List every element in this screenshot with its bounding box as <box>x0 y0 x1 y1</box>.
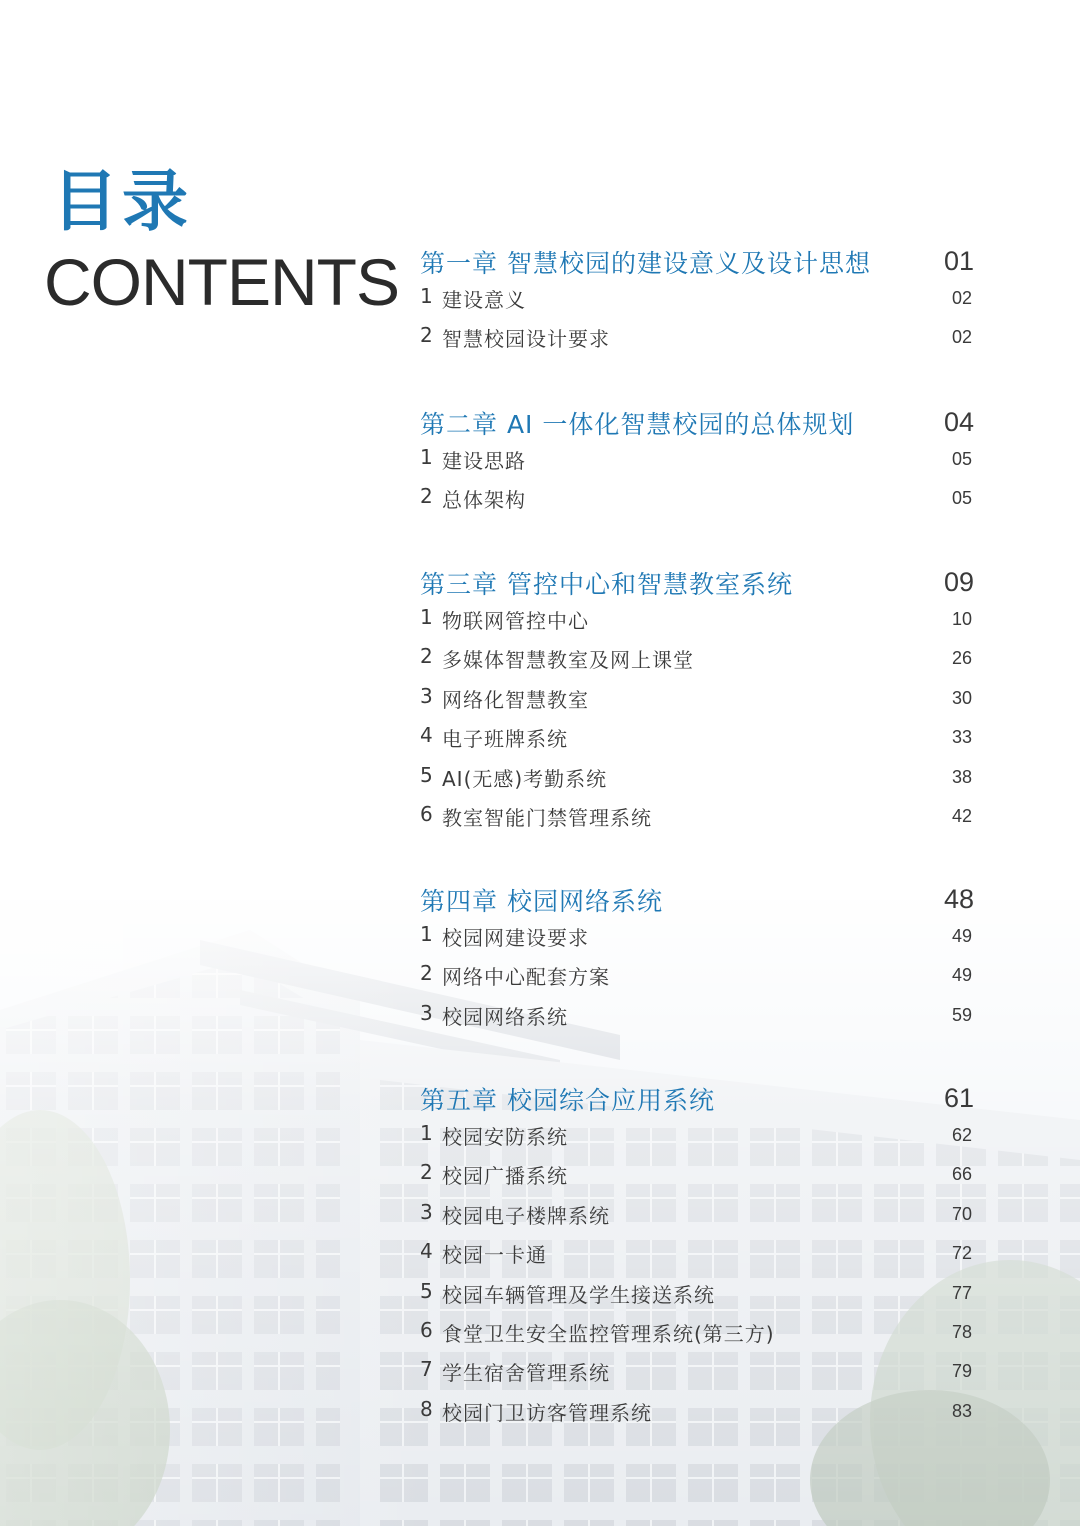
toc-item[interactable] <box>420 605 980 644</box>
item-page-number: 30 <box>951 687 972 708</box>
item-page-number: 05 <box>951 488 972 509</box>
chapter-title: 第一章 智慧校园的建设意义及设计思想 <box>420 249 871 278</box>
toc-item[interactable] <box>420 323 980 362</box>
item-title: 食堂卫生安全监控管理系统(第三方) <box>442 1321 775 1346</box>
item-page-number: 77 <box>951 1282 972 1303</box>
item-title: 校园网络系统 <box>442 1004 568 1029</box>
item-page-number: 83 <box>951 1400 972 1421</box>
item-page-number: 59 <box>951 1004 972 1025</box>
item-number: 3 <box>420 683 433 708</box>
item-page-number: 78 <box>951 1321 972 1342</box>
item-page-number: 66 <box>951 1164 972 1185</box>
toc-item[interactable] <box>420 1397 980 1436</box>
item-title: 总体架构 <box>442 488 526 513</box>
chapter-page-number: 61 <box>943 1083 974 1113</box>
item-title: 校园广播系统 <box>442 1164 568 1189</box>
item-number: 2 <box>420 323 433 348</box>
item-title: 电子班牌系统 <box>442 727 568 752</box>
item-number: 6 <box>420 1317 433 1342</box>
item-title: 学生宿舍管理系统 <box>442 1361 610 1386</box>
item-title: 校园车辆管理及学生接送系统 <box>442 1282 715 1307</box>
toc-item[interactable] <box>420 1001 980 1040</box>
item-page-number: 62 <box>951 1125 972 1145</box>
item-page-number: 02 <box>951 327 972 348</box>
item-title: 校园安防系统 <box>442 1125 568 1149</box>
item-title: 网络化智慧教室 <box>442 687 589 712</box>
item-number: 4 <box>420 1239 433 1264</box>
chapter-heading[interactable] <box>420 244 980 284</box>
item-page-number: 42 <box>951 805 972 826</box>
chapter-2 <box>420 405 980 524</box>
chapter-heading[interactable] <box>420 405 980 445</box>
chapter-page-number: 48 <box>943 884 974 914</box>
toc-item[interactable] <box>420 1239 980 1278</box>
item-number: 7 <box>420 1357 433 1382</box>
item-number: 5 <box>420 762 433 787</box>
toc-item[interactable] <box>420 802 980 841</box>
item-page-number: 26 <box>951 648 972 669</box>
toc-item[interactable] <box>420 484 980 523</box>
item-title: 校园网建设要求 <box>442 926 589 950</box>
chapter-5 <box>420 1081 980 1436</box>
item-number: 2 <box>420 961 433 986</box>
toc-item[interactable] <box>420 1160 980 1199</box>
item-title: 教室智能门禁管理系统 <box>442 805 652 830</box>
item-number: 1 <box>420 284 433 308</box>
chapter-heading[interactable] <box>420 882 980 922</box>
toc-item[interactable] <box>420 961 980 1000</box>
chapter-title: 第二章 AI 一体化智慧校园的总体规划 <box>420 410 855 439</box>
item-title: 网络中心配套方案 <box>442 965 610 990</box>
item-title: 物联网管控中心 <box>442 609 589 633</box>
toc-item[interactable] <box>420 1318 980 1357</box>
item-number: 1 <box>420 922 433 946</box>
chapter-title: 第四章 校园网络系统 <box>420 887 663 916</box>
item-number: 2 <box>420 1160 433 1185</box>
title-chinese: 目录 <box>52 163 192 240</box>
item-page-number: 05 <box>951 449 972 469</box>
chapter-page-number: 01 <box>943 246 974 276</box>
chapter-title: 第五章 校园综合应用系统 <box>420 1086 715 1115</box>
item-number: 1 <box>420 1121 433 1145</box>
item-number: 2 <box>420 644 433 669</box>
item-title: 建设思路 <box>442 449 526 473</box>
title-english: CONTENTS <box>44 245 399 319</box>
item-title: 校园一卡通 <box>442 1243 547 1268</box>
item-title: AI(无感)考勤系统 <box>442 766 608 791</box>
item-page-number: 72 <box>951 1243 972 1264</box>
item-page-number: 79 <box>951 1361 972 1382</box>
item-title: 校园电子楼牌系统 <box>442 1203 610 1228</box>
item-number: 8 <box>420 1396 433 1421</box>
toc-item[interactable] <box>420 1121 980 1160</box>
chapter-1 <box>420 244 980 363</box>
chapter-page-number: 04 <box>943 407 974 437</box>
item-number: 6 <box>420 801 433 826</box>
toc-item[interactable] <box>420 284 980 323</box>
item-number: 4 <box>420 723 433 748</box>
chapter-4 <box>420 882 980 1040</box>
toc-item[interactable] <box>420 1279 980 1318</box>
chapter-3 <box>420 565 980 841</box>
item-title: 多媒体智慧教室及网上课堂 <box>442 648 694 673</box>
chapter-page-number: 09 <box>943 567 974 597</box>
item-page-number: 70 <box>951 1203 972 1224</box>
item-number: 2 <box>420 484 433 509</box>
item-title: 建设意义 <box>442 288 526 312</box>
toc-item[interactable] <box>420 445 980 484</box>
item-title: 智慧校园设计要求 <box>442 327 610 352</box>
toc-item[interactable] <box>420 1200 980 1239</box>
item-page-number: 38 <box>951 766 972 787</box>
item-number: 3 <box>420 1000 433 1025</box>
item-page-number: 02 <box>951 288 972 308</box>
item-number: 1 <box>420 605 433 629</box>
chapter-heading[interactable] <box>420 565 980 605</box>
item-page-number: 10 <box>951 609 972 629</box>
item-page-number: 49 <box>951 926 972 946</box>
item-number: 1 <box>420 445 433 469</box>
toc-item[interactable] <box>420 1357 980 1396</box>
toc-item[interactable] <box>420 763 980 802</box>
item-number: 3 <box>420 1199 433 1224</box>
item-title: 校园门卫访客管理系统 <box>442 1400 652 1425</box>
toc-item[interactable] <box>420 684 980 723</box>
item-number: 5 <box>420 1278 433 1303</box>
toc-item[interactable] <box>420 922 980 961</box>
item-page-number: 33 <box>951 727 972 748</box>
chapter-title: 第三章 管控中心和智慧教室系统 <box>420 570 793 599</box>
toc-item[interactable] <box>420 723 980 762</box>
chapter-heading[interactable] <box>420 1081 980 1121</box>
item-page-number: 49 <box>951 965 972 986</box>
toc-item[interactable] <box>420 644 980 683</box>
